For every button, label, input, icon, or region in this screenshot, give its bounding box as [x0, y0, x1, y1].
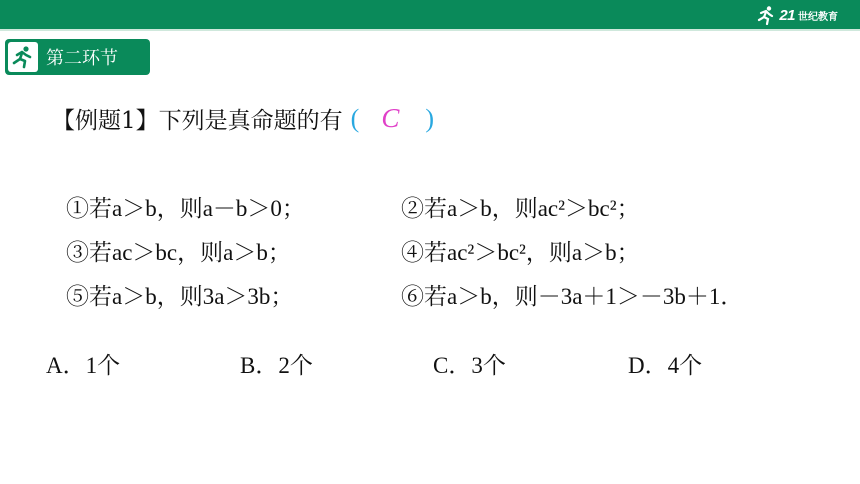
- answer-letter: C: [381, 103, 400, 133]
- top-banner: [0, 0, 860, 29]
- badge-icon-box: [8, 42, 38, 72]
- brand-text: 世纪教育: [798, 11, 838, 23]
- proposition-4: ④若ac²＞bc²，则a＞b；: [401, 240, 640, 265]
- choice-a: A．1个: [46, 353, 121, 378]
- section-label: 第二环节: [46, 48, 118, 69]
- close-paren: ): [425, 103, 434, 133]
- question-stem: 【例题1】下列是真命题的有: [52, 108, 343, 134]
- question-line: [52, 102, 434, 135]
- open-paren: (: [350, 103, 360, 133]
- brand-logo: [756, 4, 838, 26]
- proposition-5: ⑤若a＞b，则3a＞3b；: [66, 284, 294, 309]
- section-badge: [5, 39, 150, 75]
- proposition-1: ①若a＞b，则a－b＞0；: [66, 196, 305, 221]
- proposition-6: ⑥若a＞b，则－3a＋1＞－3b＋1．: [401, 284, 744, 309]
- proposition-2: ②若a＞b，则ac²＞bc²；: [401, 196, 640, 221]
- banner-divider: [0, 29, 860, 31]
- brand-number: 21: [779, 6, 795, 24]
- choice-d: D．4个: [628, 353, 703, 378]
- choice-c: C．3个: [433, 353, 506, 378]
- proposition-3: ③若ac＞bc，则a＞b；: [66, 240, 291, 265]
- choice-b: B．2个: [240, 353, 313, 378]
- runner-logo-icon: [756, 5, 776, 25]
- running-person-icon: [11, 45, 35, 69]
